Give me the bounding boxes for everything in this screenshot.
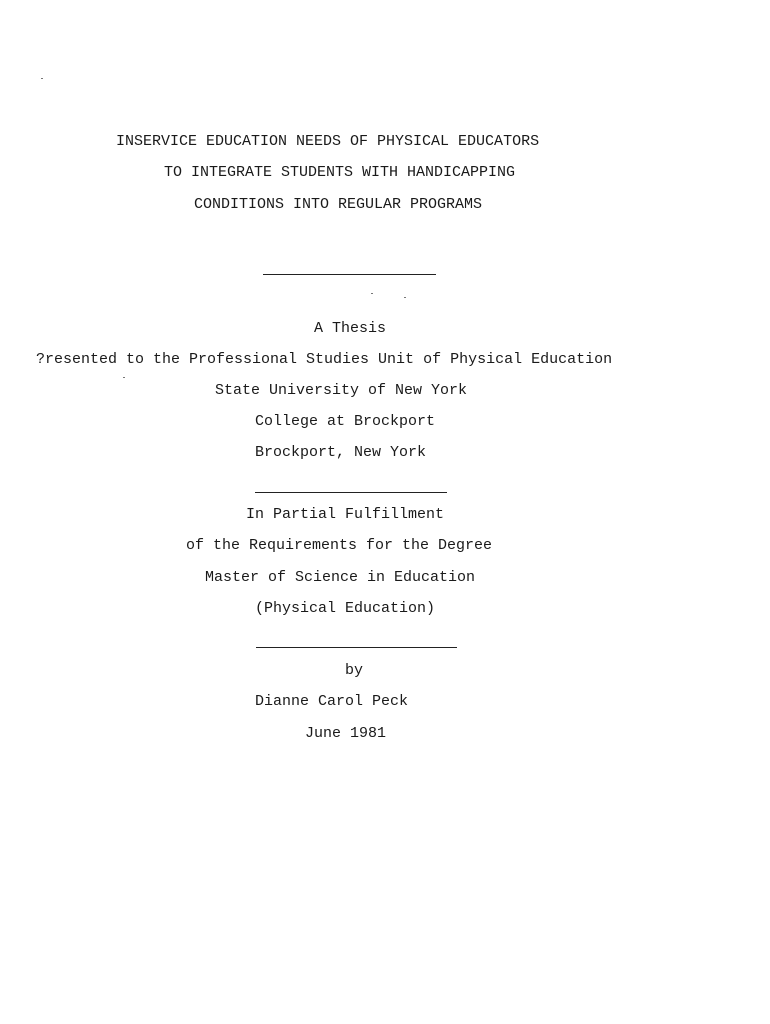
college-name: College at Brockport [255, 413, 436, 430]
fulfillment-line-1: In Partial Fulfillment [246, 506, 445, 523]
degree-name: Master of Science in Education [205, 569, 476, 586]
author-name: Dianne Carol Peck [255, 693, 409, 710]
title-line-2: TO INTEGRATE STUDENTS WITH HANDICAPPING [164, 164, 516, 181]
thesis-label: A Thesis [314, 320, 387, 337]
scan-speck [404, 297, 406, 298]
scan-speck [41, 78, 43, 79]
scan-speck [123, 377, 125, 378]
title-line-1: INSERVICE EDUCATION NEEDS OF PHYSICAL EDUCATORS [116, 133, 540, 150]
divider-rule-3 [256, 647, 457, 648]
divider-rule-2 [255, 492, 447, 493]
by-label: by [345, 662, 364, 679]
presented-to-line: ?resented to the Professional Studies Unit of Physical Education [36, 351, 613, 368]
college-location: Brockport, New York [255, 444, 427, 461]
fulfillment-line-2: of the Requirements for the Degree [186, 537, 493, 554]
submission-date: June 1981 [305, 725, 387, 742]
title-line-3: CONDITIONS INTO REGULAR PROGRAMS [194, 196, 483, 213]
scan-speck [371, 293, 373, 294]
university-name: State University of New York [215, 382, 468, 399]
degree-field: (Physical Education) [255, 600, 436, 617]
divider-rule-1 [263, 274, 436, 275]
